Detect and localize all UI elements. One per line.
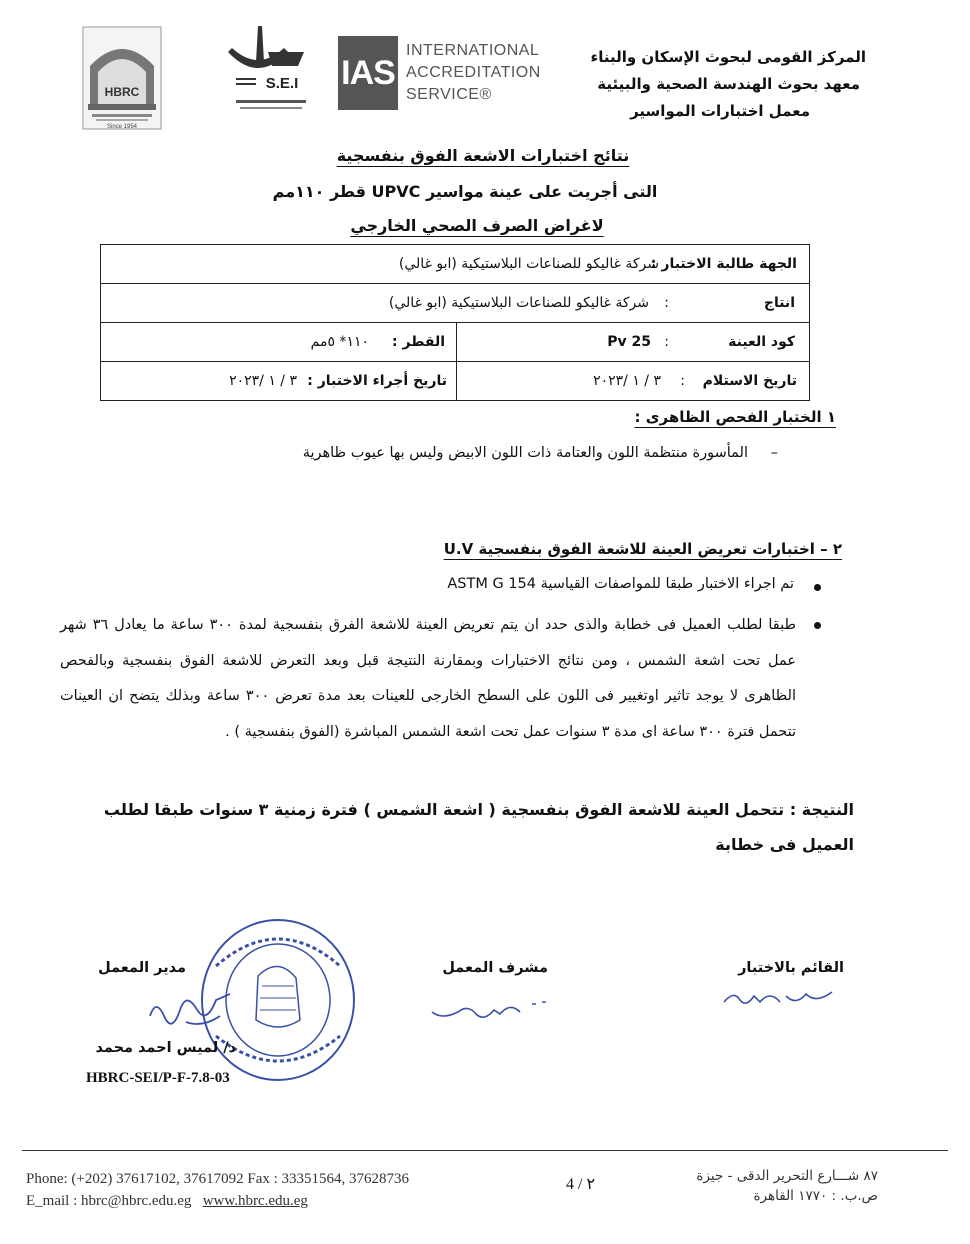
footer-divider — [22, 1150, 948, 1151]
footer-phone: Phone: (+202) 37617102, 37617092 Fax : 33351564, 37628736 — [26, 1171, 410, 1187]
table-row — [101, 361, 809, 400]
footer-address — [696, 1166, 878, 1206]
section1-dash: – — [770, 445, 778, 461]
section1-heading: ١ الختبار الفحص الظاهرى : — [634, 408, 836, 426]
address-line2: ص.ب. : ١٧٧٠ القاهرة — [753, 1188, 878, 1204]
section2-bullet1: تم اجراء الاختبار طبقا للمواصفات القياسية ASTM G 154 — [447, 576, 794, 592]
sample-code-colon: : — [664, 334, 669, 350]
bullet-icon — [814, 584, 821, 591]
supervisor-signature-label: مشرف المعمل — [442, 960, 548, 976]
footer-contact — [26, 1168, 409, 1212]
org-name: المركز القومى لبحوث الإسكان والبناء — [590, 48, 866, 66]
test-date-value: ٣ / ١ /٢٠٢٣ — [229, 373, 297, 389]
report-subtitle: التى أجريت على عينة مواسير UPVC قطر ١١٠مم — [272, 182, 658, 201]
ias-logo-line1: INTERNATIONAL — [406, 42, 540, 59]
test-date-label: تاريخ أجراء الاختبار : — [307, 373, 447, 389]
manager-signature-icon — [146, 986, 236, 1036]
section2-heading: ٢ – اختبارات تعريض العينة للاشعة الفوق بنفسجية U.V — [443, 540, 842, 558]
table-divider — [456, 323, 457, 361]
sei-logo — [228, 22, 310, 120]
table-row — [101, 245, 809, 283]
sample-code-value: Pv 25 — [607, 334, 651, 350]
ias-logo-abbr: IAS — [338, 36, 398, 110]
ias-logo-text — [406, 40, 541, 106]
footer-email[interactable]: E_mail : hbrc@hbrc.edu.eg — [26, 1193, 192, 1209]
ias-logo-line3: SERVICE® — [406, 86, 492, 103]
receipt-date-value: ٣ / ١ /٢٠٢٣ — [593, 373, 661, 389]
table-row — [101, 283, 809, 322]
producer-colon: : — [664, 295, 669, 311]
organization-header — [591, 44, 866, 125]
manager-signature-label: مدير المعمل — [98, 960, 186, 976]
hbrc-logo-label: HBRC — [104, 85, 140, 99]
producer-value: شركة غاليكو للصناعات البلاستيكية (ابو غالي) — [388, 295, 649, 311]
receipt-date-colon: : — [680, 373, 685, 389]
bullet-icon — [814, 622, 821, 629]
table-divider — [456, 362, 457, 400]
table-row — [101, 322, 809, 361]
requester-value: شركة غاليكو للصناعات البلاستيكية (ابو غالي) — [398, 256, 659, 272]
sample-info-table — [100, 244, 810, 401]
report-title: نتائج اختبارات الاشعة الفوق بنفسجية — [336, 146, 630, 165]
hbrc-logo-since: Since 1954 — [106, 124, 138, 130]
institute-name: معهد بحوث الهندسة الصحية والبيئية — [597, 75, 860, 93]
sample-code-label: كود العينة — [728, 334, 795, 350]
form-code: HBRC-SEI/P-F-7.8-03 — [86, 1070, 230, 1086]
supervisor-signature-icon — [428, 990, 558, 1024]
producer-label: انتاج — [763, 295, 795, 311]
result-statement: النتيجة : تتحمل العينة للاشعة الفوق بنفسجية ( اشعة الشمس ) فترة زمنية ٣ سنوات طبقا لطلب العميل فى خطابة — [103, 800, 854, 854]
diameter-label: القطر : — [392, 334, 445, 350]
footer-email-line — [26, 1190, 409, 1212]
report-purpose: لاغراض الصرف الصحي الخارجي — [350, 216, 604, 235]
ias-logo-line2: ACCREDITATION — [406, 64, 541, 81]
section1-item: المأسورة منتظمة اللون والعتامة ذات اللون الابيض وليس بها عيوب ظاهرية — [302, 445, 748, 461]
section2-bullet2: طبقا لطلب العميل فى خطابة والذى حدد ان يتم تعريض العينة للاشعة الفرق بنفسجية لمدة ٣٠٠ ساعة ما يعادل ٣٦ شهر عمل تحت اشعة الشمس ، ومن نتائج الاختبارات وبمقارنة النتيجة قبل وبعد التعرض للاشعة الفوق بنفسجية وبالفحص الظاهرى لا يوجد تاثير اوتغيير فى اللون على السطح الخارجى للعينات بعد مدة تعرض ٣٠٠ ساعة وبذلك يتضح ان العينات تتحمل فترة ٣٠٠ ساعة اى مدة ٣ سنوات عمل تحت اشعة الشمس المباشرة (الفوق بنفسجية ) . — [60, 617, 796, 740]
address-line1: ٨٧ شـــارع التحرير الدقى - جيزة — [696, 1168, 878, 1184]
tester-signature-icon — [720, 982, 840, 1012]
sei-logo-label: S.E.I — [265, 75, 299, 92]
lab-name: معمل اختبارات المواسير — [630, 102, 810, 120]
page-number: 4 / ٢ — [566, 1176, 596, 1193]
tester-signature-label: القائم بالاختبار — [738, 960, 844, 976]
manager-name: د/ لميس احمد محمد — [95, 1040, 236, 1056]
diameter-value: ١١٠* ٥مم — [310, 334, 369, 350]
requester-label: الجهة طالبة الاختبار : — [650, 256, 797, 272]
hbrc-logo — [82, 26, 162, 130]
ias-logo — [338, 36, 541, 110]
footer-website-link[interactable]: www.hbrc.edu.eg — [202, 1193, 308, 1209]
receipt-date-label: تاريخ الاستلام — [702, 373, 797, 389]
